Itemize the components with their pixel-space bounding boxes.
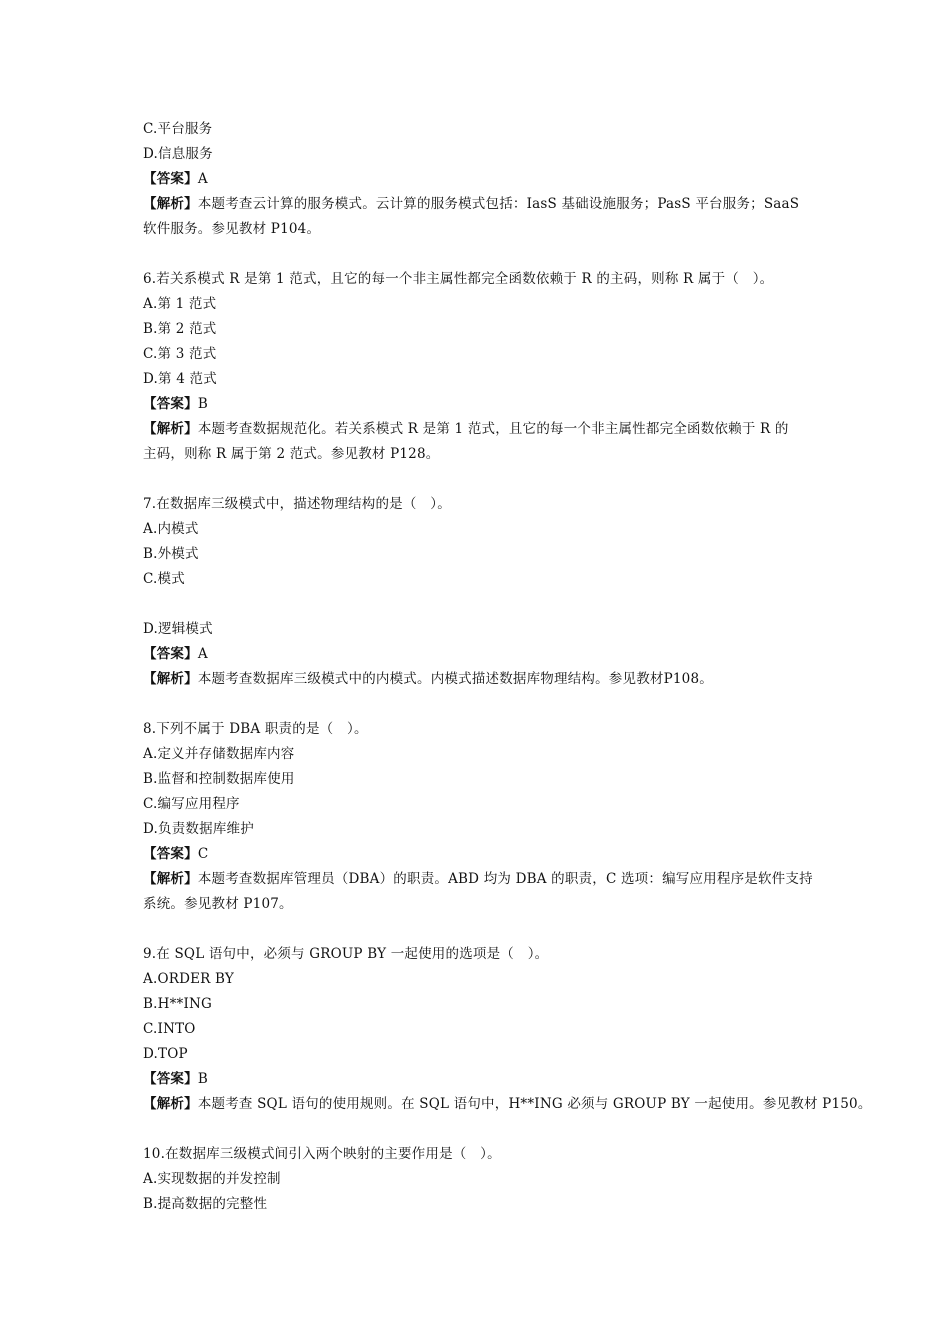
option-text (143, 1042, 813, 1067)
option-content: C.第 3 范式 (143, 346, 217, 362)
answer-label: 【答案】 (143, 846, 198, 862)
analysis-line (143, 417, 813, 442)
analysis-label: 【解析】 (143, 1096, 198, 1112)
option-content: D.TOP (143, 1046, 188, 1062)
cont-content: 系统。参见教材 P107。 (143, 896, 293, 912)
option-content: A.内模式 (143, 521, 199, 537)
option-content: A.定义并存储数据库内容 (143, 746, 295, 762)
answer-content: A (197, 646, 208, 662)
analysis-content: 本题考查数据规范化。若关系模式 R 是第 1 范式，且它的每一个非主属性都完全函数依赖于 R 的 (197, 421, 789, 437)
option-text (143, 367, 813, 392)
option-text (143, 292, 813, 317)
question-content: 7.在数据库三级模式中，描述物理结构的是（ ）。 (143, 496, 451, 512)
analysis-content: 本题考查云计算的服务模式。云计算的服务模式包括：IasS 基础设施服务；PasS 平台服务；SaaS (197, 196, 800, 212)
cont-content: 主码，则称 R 属于第 2 范式。参见教材 P128。 (143, 446, 440, 462)
question-content: 8.下列不属于 DBA 职责的是（ ）。 (143, 721, 368, 737)
question-content: 6.若关系模式 R 是第 1 范式，且它的每一个非主属性都完全函数依赖于 R 的主码，则称 R 属于（ ）。 (143, 271, 774, 287)
option-text (143, 1017, 813, 1042)
option-text (143, 517, 813, 542)
option-content: D.负责数据库维护 (143, 821, 254, 837)
analysis-content: 本题考查数据库三级模式中的内模式。内模式描述数据库物理结构。参见教材P108。 (197, 671, 713, 687)
option-text (143, 542, 813, 567)
question-content: 10.在数据库三级模式间引入两个映射的主要作用是（ ）。 (143, 1146, 501, 1162)
paragraph-gap (143, 242, 813, 267)
analysis-line (143, 667, 813, 692)
answer-line (143, 842, 813, 867)
answer-content: B (197, 396, 208, 412)
paragraph-gap (143, 917, 813, 942)
option-content: D.第 4 范式 (143, 371, 217, 387)
analysis-line (143, 192, 813, 217)
option-content: B.外模式 (143, 546, 199, 562)
paragraph-gap (143, 692, 813, 717)
question-text (143, 492, 813, 517)
option-text (143, 767, 813, 792)
option-text (143, 142, 813, 167)
answer-label: 【答案】 (143, 1071, 198, 1087)
answer-content: C (197, 846, 209, 862)
question-text (143, 1142, 813, 1167)
option-content: B.监督和控制数据库使用 (143, 771, 295, 787)
option-content: B.H**ING (143, 996, 213, 1012)
answer-line (143, 167, 813, 192)
analysis-label: 【解析】 (143, 871, 198, 887)
option-content: B.第 2 范式 (143, 321, 217, 337)
document-page (143, 117, 872, 1217)
option-text (143, 317, 813, 342)
question-text (143, 267, 813, 292)
analysis-label: 【解析】 (143, 421, 198, 437)
cont-content: 软件服务。参见教材 P104。 (143, 221, 321, 237)
analysis-content: 本题考查 SQL 语句的使用规则。在 SQL 语句中，H**ING 必须与 GROUP BY 一起使用。参见教材 P150。 (197, 1096, 872, 1112)
answer-line (143, 1067, 813, 1092)
option-content: C.模式 (143, 571, 185, 587)
option-text (143, 117, 813, 142)
paragraph-gap (143, 592, 813, 617)
option-content: B.提高数据的完整性 (143, 1196, 268, 1212)
paragraph-gap (143, 467, 813, 492)
option-text (143, 1192, 813, 1217)
analysis-continuation (143, 217, 813, 242)
option-content: A.实现数据的并发控制 (143, 1171, 281, 1187)
answer-label: 【答案】 (143, 646, 198, 662)
answer-content: B (197, 1071, 208, 1087)
question-text (143, 717, 813, 742)
option-text (143, 342, 813, 367)
option-text (143, 742, 813, 767)
option-content: A.ORDER BY (143, 971, 235, 987)
question-content: 9.在 SQL 语句中，必须与 GROUP BY 一起使用的选项是（ ）。 (143, 946, 549, 962)
answer-label: 【答案】 (143, 171, 198, 187)
answer-content: A (197, 171, 208, 187)
analysis-label: 【解析】 (143, 196, 198, 212)
analysis-continuation (143, 442, 813, 467)
paragraph-gap (143, 1117, 813, 1142)
option-text (143, 792, 813, 817)
option-content: D.信息服务 (143, 146, 213, 162)
option-text (143, 1167, 813, 1192)
option-content: C.平台服务 (143, 121, 213, 137)
analysis-line (143, 1092, 872, 1117)
question-text (143, 942, 813, 967)
option-text (143, 967, 813, 992)
analysis-content: 本题考查数据库管理员（DBA）的职责。ABD 均为 DBA 的职责，C 选项：编写应用程序是软件支持 (197, 871, 813, 887)
option-content: A.第 1 范式 (143, 296, 217, 312)
option-content: D.逻辑模式 (143, 621, 213, 637)
option-text (143, 817, 813, 842)
analysis-line (143, 867, 813, 892)
option-text (143, 567, 813, 592)
option-text (143, 992, 813, 1017)
option-text (143, 617, 813, 642)
answer-label: 【答案】 (143, 396, 198, 412)
option-content: C.INTO (143, 1021, 196, 1037)
analysis-label: 【解析】 (143, 671, 198, 687)
option-content: C.编写应用程序 (143, 796, 240, 812)
answer-line (143, 642, 813, 667)
analysis-continuation (143, 892, 813, 917)
answer-line (143, 392, 813, 417)
